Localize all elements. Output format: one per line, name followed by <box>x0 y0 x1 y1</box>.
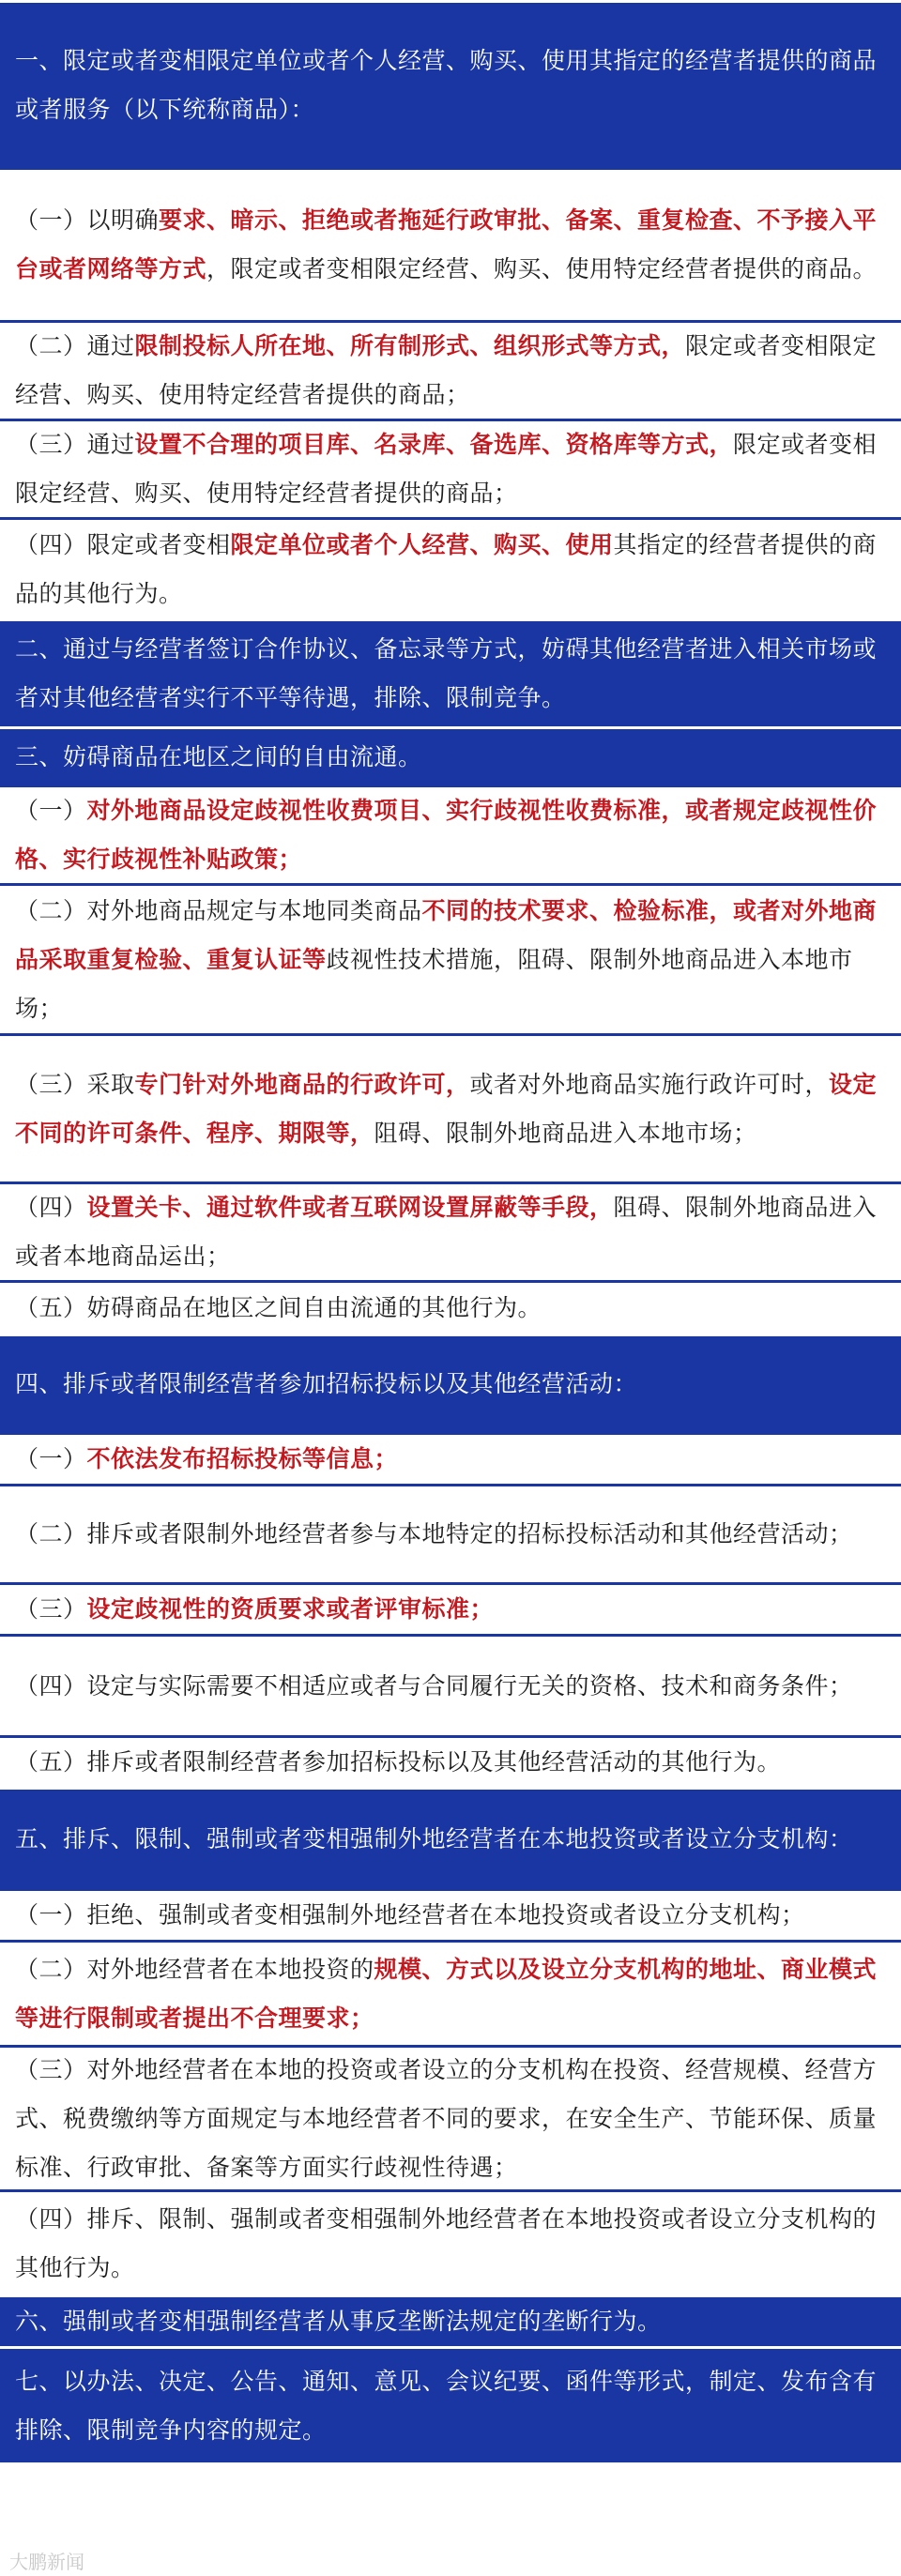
watermark: 大鹏新闻 <box>9 2551 84 2573</box>
list-item-text <box>15 887 880 1033</box>
section-heading-text <box>15 1815 880 1864</box>
text-segment: 二、通过与经营者签订合作协议、备忘录等方式，妨碍其他经营者进入相关市场或者对其他经营者实行不平等待遇，排除、限制竞争。 <box>15 635 878 711</box>
list-item-text <box>15 1945 880 2043</box>
highlighted-text: 限制投标人所在地、所有制形式、组织形式等方式， <box>134 332 686 359</box>
text-segment: 阻碍、限制外地商品进入或者本地商品运出； <box>15 1194 878 1270</box>
text-segment: （五）妨碍商品在地区之间自由流通的其他行为。 <box>15 1294 542 1321</box>
text-segment: 阻碍、限制外地商品进入本地市场； <box>374 1119 757 1147</box>
text-segment: 歧视性技术措施，阻碍、限制外地商品进入本地市场； <box>15 945 853 1022</box>
text-segment: （五）排斥或者限制经营者参加招标投标以及其他经营活动的其他行为。 <box>15 1748 782 1776</box>
list-item <box>0 1888 901 1940</box>
section-heading-text <box>15 2297 880 2346</box>
section-heading <box>0 1787 901 1888</box>
list-item-text <box>15 1585 880 1634</box>
text-segment: 六、强制或者变相强制经营者从事反垄断法规定的垄断行为。 <box>15 2308 662 2335</box>
text-segment: （一） <box>15 797 87 824</box>
list-item-text <box>15 1662 880 1711</box>
list-item <box>0 419 901 517</box>
list-item-text <box>15 1510 880 1559</box>
section-heading-text <box>15 733 880 782</box>
list-item-text <box>15 786 880 884</box>
section-heading <box>0 0 901 167</box>
section-heading <box>0 726 901 785</box>
list-item <box>0 2045 901 2189</box>
list-item <box>0 2189 901 2294</box>
list-item <box>0 785 901 883</box>
section-heading-text <box>15 37 880 134</box>
text-segment: （二）对外地经营者在本地投资的 <box>15 1955 374 1983</box>
list-item <box>0 883 901 1033</box>
list-item <box>0 1033 901 1181</box>
list-item <box>0 1582 901 1634</box>
text-segment: （三）对外地经营者在本地的投资或者设立的分支机构在投资、经营规模、经营方式、税费缴纳等方面规定与本地经营者不同的要求，在安全生产、节能环保、质量标准、行政审批、备案等方面实行歧视性待遇； <box>15 2055 878 2181</box>
section-heading <box>0 618 901 726</box>
list-item-text <box>15 1284 880 1333</box>
section-heading <box>0 2294 901 2346</box>
text-segment: 限定或者变相限定经营、购买、使用特定经营者提供的商品； <box>15 332 878 408</box>
highlighted-text: 不同的技术要求、检验标准，或者对外地商品采取重复检验、重复认证等 <box>15 896 878 973</box>
text-segment: （三）采取 <box>15 1070 135 1098</box>
section-heading-text <box>15 625 880 723</box>
highlighted-text: 设定不同的许可条件、程序、期限等， <box>15 1070 878 1147</box>
text-segment: 七、以办法、决定、公告、通知、意见、会议纪要、函件等形式，制定、发布含有排除、限制竞争内容的规定。 <box>15 2367 878 2444</box>
list-item <box>0 1634 901 1735</box>
highlighted-text: 对外地商品设定歧视性收费项目、实行歧视性收费标准，或者规定歧视性价格、实行歧视性补贴政策； <box>15 797 878 873</box>
list-item-text <box>15 1435 880 1484</box>
text-segment: （二）排斥或者限制外地经营者参与本地特定的招标投标活动和其他经营活动； <box>15 1520 853 1547</box>
list-item-text <box>15 2046 880 2192</box>
list-item <box>0 1735 901 1787</box>
list-item-text <box>15 2195 880 2293</box>
list-item-text <box>15 1183 880 1281</box>
highlighted-text: 设定歧视性的资质要求或者评审标准； <box>86 1595 495 1623</box>
list-item <box>0 1484 901 1582</box>
section-heading-text <box>15 1360 880 1409</box>
list-item-text <box>15 1738 880 1787</box>
text-segment: （二）通过 <box>15 332 135 359</box>
list-item <box>0 1432 901 1484</box>
highlighted-text: 设置不合理的项目库、名录库、备选库、资格库等方式， <box>134 431 734 458</box>
list-item-text <box>15 322 880 419</box>
highlighted-text: 规模、方式以及设立分支机构的地址、商业模式等进行限制或者提出不合理要求； <box>15 1955 878 2032</box>
list-item <box>0 1181 901 1280</box>
text-segment: （三）通过 <box>15 431 135 458</box>
list-item <box>0 167 901 320</box>
list-item <box>0 517 901 618</box>
text-segment: （四）排斥、限制、强制或者变相强制外地经营者在本地投资或者设立分支机构的其他行为。 <box>15 2204 878 2281</box>
text-segment: （一）以明确 <box>15 206 160 234</box>
highlighted-text: 不依法发布招标投标等信息； <box>86 1445 399 1472</box>
text-segment: （二）对外地商品规定与本地同类商品 <box>15 896 422 924</box>
list-item-text <box>15 196 880 294</box>
list-item-text <box>15 420 880 518</box>
text-segment: ，限定或者变相限定经营、购买、使用特定经营者提供的商品。 <box>206 255 878 282</box>
text-segment: 其指定的经营者提供的商品的其他行为。 <box>15 530 878 607</box>
highlighted-text: 专门针对外地商品的行政许可， <box>134 1070 470 1098</box>
highlighted-text: 要求、暗示、拒绝或者拖延行政审批、备案、重复检查、不予接入平台或者网络等方式 <box>15 206 878 282</box>
list-item-text <box>15 521 880 618</box>
list-item <box>0 320 901 419</box>
text-segment: （一）拒绝、强制或者变相强制外地经营者在本地投资或者设立分支机构； <box>15 1901 805 1928</box>
section-heading-text <box>15 2357 880 2455</box>
list-item <box>0 1940 901 2045</box>
section-heading <box>0 1334 901 1432</box>
text-segment: 五、排斥、限制、强制或者变相强制外地经营者在本地投资或者设立分支机构： <box>15 1824 853 1852</box>
highlighted-text: 设置关卡、通过软件或者互联网设置屏蔽等手段， <box>86 1194 614 1221</box>
section-heading <box>0 2346 901 2462</box>
text-segment: 一、限定或者变相限定单位或者个人经营、购买、使用其指定的经营者提供的商品或者服务（以下统称商品）： <box>15 46 878 123</box>
text-segment: （一） <box>15 1445 87 1472</box>
text-segment: 限定或者变相限定经营、购买、使用特定经营者提供的商品； <box>15 431 878 507</box>
text-segment: （四） <box>15 1194 87 1221</box>
text-segment: （三） <box>15 1595 87 1623</box>
text-segment: （四）设定与实际需要不相适应或者与合同履行无关的资格、技术和商务条件； <box>15 1671 853 1700</box>
text-segment: （四）限定或者变相 <box>15 530 231 558</box>
highlighted-text: 限定单位或者个人经营、购买、使用 <box>230 530 614 558</box>
text-segment: 四、排斥或者限制经营者参加招标投标以及其他经营活动： <box>15 1370 638 1397</box>
list-item-text <box>15 1891 880 1940</box>
text-segment: 或者对外地商品实施行政许可时， <box>469 1070 830 1098</box>
text-segment: 三、妨碍商品在地区之间的自由流通。 <box>15 742 422 770</box>
list-item-text <box>15 1060 880 1158</box>
list-item <box>0 1280 901 1334</box>
